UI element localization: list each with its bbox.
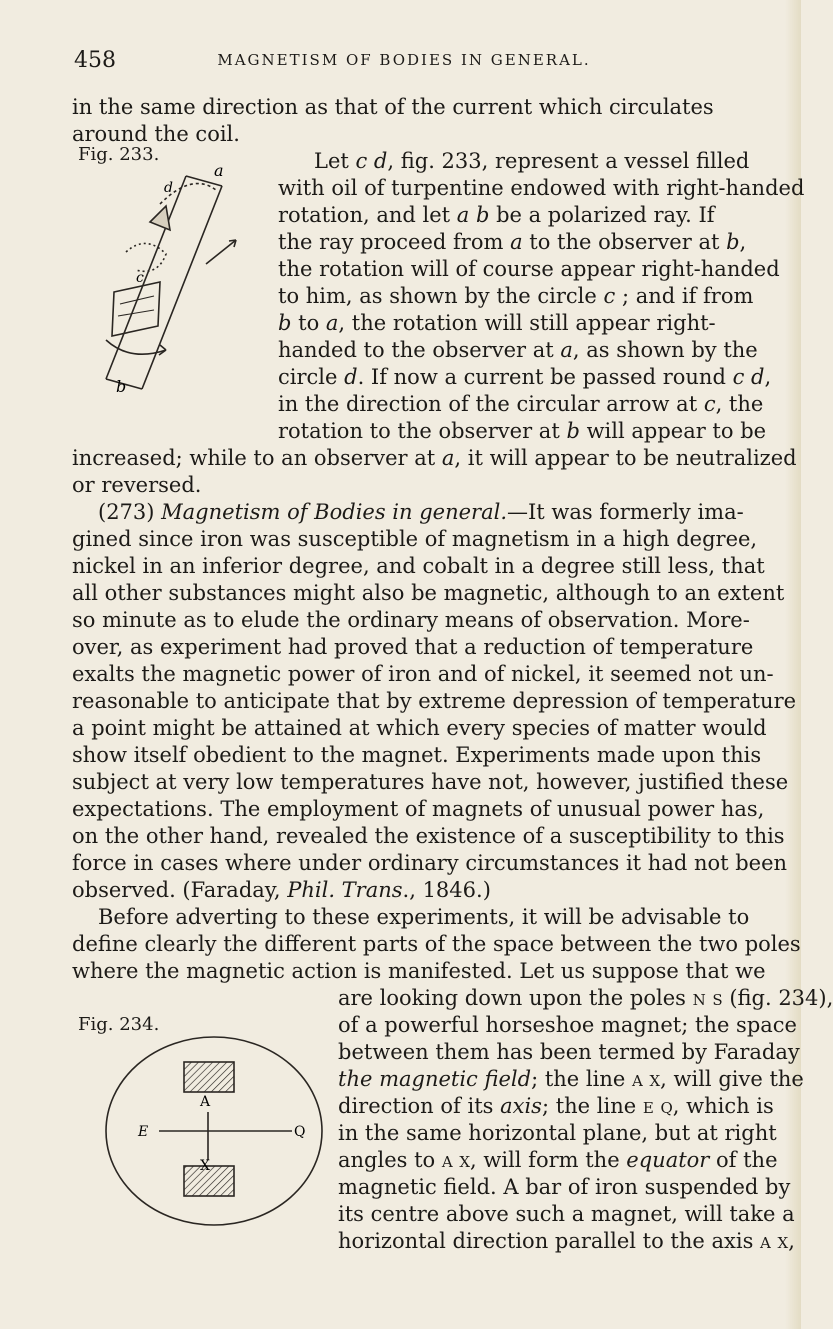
text-line: in the direction of the circular arrow at c, the	[278, 392, 764, 416]
figure-234-label-A: A	[200, 1094, 211, 1110]
figure-234-label-X: X	[200, 1158, 210, 1174]
figure-233-label-b: b	[116, 377, 127, 396]
text-line: in the same direction as that of the current which circulates	[72, 95, 714, 119]
text-line: are looking down upon the poles n s (fig. 234),	[338, 986, 833, 1010]
text-line: nickel in an inferior degree, and cobalt in a degree still less, that	[72, 554, 765, 578]
section-heading-line: (273) Magnetism of Bodies in general.—It was formerly ima-	[98, 500, 744, 524]
text-line: with oil of turpentine endowed with right-handed	[278, 176, 805, 200]
page-number: 458	[74, 48, 116, 73]
text-line: circle d. If now a current be passed round c d,	[278, 365, 772, 389]
running-head: MAGNETISM OF BODIES IN GENERAL.	[217, 51, 591, 69]
figure-233-caption: Fig. 233.	[78, 144, 160, 165]
text-line: the magnetic field; the line a x, will give the	[338, 1067, 804, 1091]
text-line: or reversed.	[72, 473, 202, 497]
figure-234-diagram	[104, 1036, 324, 1236]
text-line: Before adverting to these experiments, it will be advisable to	[98, 905, 750, 929]
text-line: b to a, the rotation will still appear right-	[278, 311, 716, 335]
text-line: exalts the magnetic power of iron and of nickel, it seemed not un-	[72, 662, 774, 686]
text-line: expectations. The employment of magnets of unusual power has,	[72, 797, 765, 821]
text-line: all other substances might also be magnetic, although to an extent	[72, 581, 785, 605]
text-line: show itself obedient to the magnet. Experiments made upon this	[72, 743, 762, 767]
text-line: magnetic field. A bar of iron suspended by	[338, 1175, 791, 1199]
text-line: the ray proceed from a to the observer at b,	[278, 230, 747, 254]
text-line: angles to a x, will form the equator of the	[338, 1148, 778, 1172]
text-line: in the same horizontal plane, but at right	[338, 1121, 777, 1145]
text-line: over, as experiment had proved that a reduction of temperature	[72, 635, 754, 659]
text-line: observed. (Faraday, Phil. Trans., 1846.)	[72, 878, 491, 902]
text-line: the rotation will of course appear right-handed	[278, 257, 780, 281]
figure-233-diagram	[96, 161, 296, 396]
text-line: on the other hand, revealed the existence of a susceptibility to this	[72, 824, 785, 848]
text-line: Let c d, fig. 233, represent a vessel filled	[314, 149, 750, 173]
text-line: increased; while to an observer at a, it will appear to be neutralized	[72, 446, 797, 470]
figure-233-label-c: c	[136, 270, 144, 286]
text-line: reasonable to anticipate that by extreme depression of temperature	[72, 689, 797, 713]
figure-234-label-Q: Q	[294, 1124, 306, 1140]
text-line: rotation to the observer at b will appear to be	[278, 419, 767, 443]
text-line: force in cases where under ordinary circumstances it had not been	[72, 851, 788, 875]
figure-234-caption: Fig. 234.	[78, 1014, 160, 1035]
text-line: handed to the observer at a, as shown by the	[278, 338, 758, 362]
text-line: rotation, and let a b be a polarized ray. If	[278, 203, 715, 227]
figure-233-label-d: d	[164, 180, 173, 196]
figure-234-label-E: E	[138, 1124, 149, 1140]
text-line: a point might be attained at which every species of matter would	[72, 716, 767, 740]
text-line: between them has been termed by Faraday	[338, 1040, 800, 1064]
text-line: of a powerful horseshoe magnet; the space	[338, 1013, 797, 1037]
figure-233-label-a: a	[214, 161, 224, 180]
text-line: horizontal direction parallel to the axis a x,	[338, 1229, 795, 1253]
text-line: subject at very low temperatures have not, however, justified these	[72, 770, 789, 794]
text-line: its centre above such a magnet, will take a	[338, 1202, 795, 1226]
text-line: around the coil.	[72, 122, 240, 146]
text-line: gined since iron was susceptible of magnetism in a high degree,	[72, 527, 758, 551]
text-line: to him, as shown by the circle c ; and if from	[278, 284, 754, 308]
text-line: where the magnetic action is manifested. Let us suppose that we	[72, 959, 766, 983]
text-line: direction of its axis; the line e q, which is	[338, 1094, 774, 1118]
text-line: so minute as to elude the ordinary means of observation. More-	[72, 608, 750, 632]
text-line: define clearly the different parts of the space between the two poles	[72, 932, 801, 956]
page-header	[74, 48, 734, 78]
